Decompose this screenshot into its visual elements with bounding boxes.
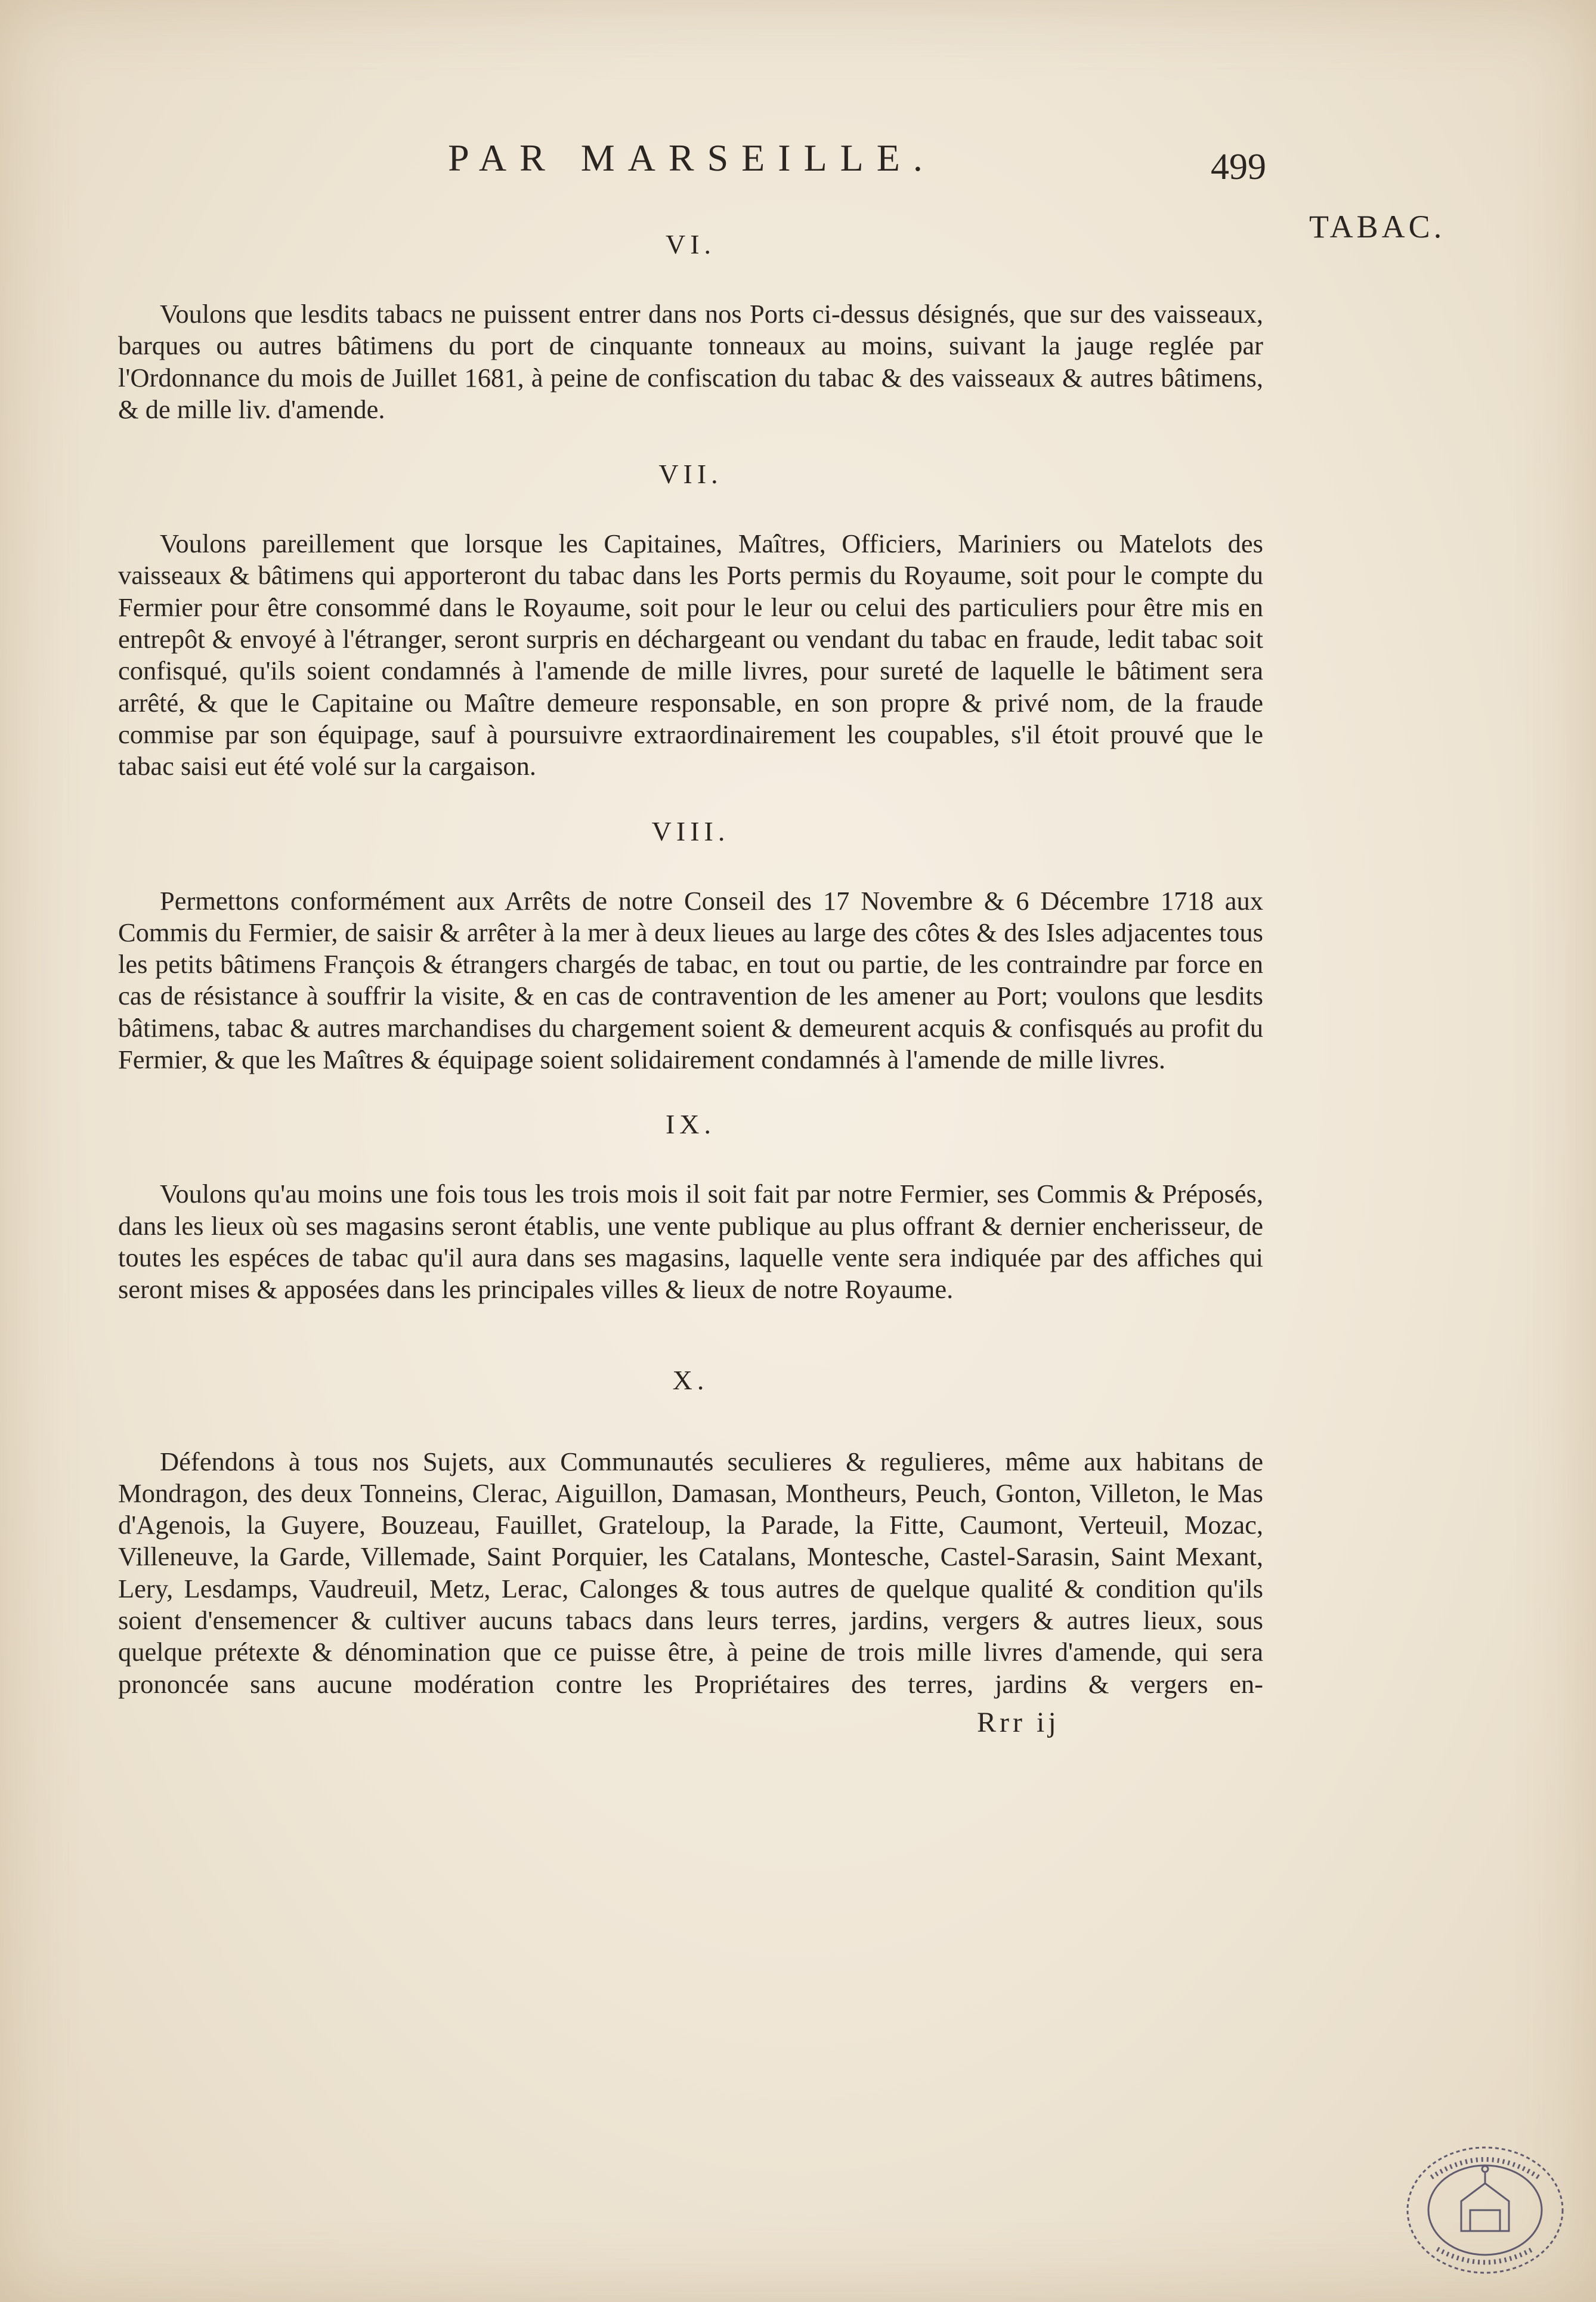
article-heading: VIII. <box>651 815 730 846</box>
article-paragraph: Permettons conformément aux Arrêts de notre Conseil des 17 Novembre & 6 Décembre 1718 aux Commis du Fermier, de saisir & arrêter à la mer à deux lieues au large des côtes & des Isles adjacentes tous les petits bâtimens François & étrangers chargés de tabac, en tout ou partie, de les contraindre par force en cas de résistance à souffrir la visite, & en cas de contravention de les amener au Port; voulons que lesdits bâtimens, tabac & autres marchandises du chargement soient & demeurent acquis & confisqués au profit du Fermier, & que les Maîtres & équipage soient solidairement condamnés à l'amende de mille livres. <box>118 885 1263 1075</box>
article-heading: X. <box>672 1364 709 1395</box>
margin-note: TABAC. <box>1309 209 1446 245</box>
article-paragraph: Voulons pareillement que lorsque les Capitaines, Maîtres, Officiers, Mariniers ou Matelots des vaisseaux & bâtimens qui apporteront du tabac dans les Ports permis du Royaume, soit pour le compte du Fermier pour être consommé dans le Royaume, soit pour le leur ou celui des particuliers pour être mis en entrepôt & envoyé à l'étranger, seront surpris en déchargeant ou vendant du tabac en fraude, ledit tabac soit confisqué, qu'ils soient condamnés à l'amende de mille livres, pour sureté de laquelle le bâtiment sera arrêté, & que le Capitaine ou Maître demeure responsable, en son propre & privé nom, de la fraude commise par son équipage, sauf à poursuivre extraordinairement les coupables, s'il étoit prouvé que le tabac saisi eut été volé sur la cargaison. <box>118 529 1263 781</box>
article-heading: VI. <box>665 229 716 259</box>
library-stamp-icon <box>1396 2136 1575 2285</box>
article-heading: VII. <box>658 459 723 490</box>
article-paragraph: Voulons que lesdits tabacs ne puissent entrer dans nos Ports ci-dessus désignés, que sur des vaisseaux, barques ou autres bâtimens du port de cinquante tonneaux au moins, suivant la jauge reglée par l'Ordonnance du mois de Juillet 1681, à peine de confiscation du tabac & des vaisseaux & autres bâtimens, & de mille liv. d'amende. <box>118 299 1263 424</box>
page-number: 499 <box>1211 147 1266 187</box>
article-paragraph: Défendons à tous nos Sujets, aux Communautés seculieres & regulieres, même aux habitans de Mondragon, des deux Tonneins, Clerac, Aiguillon, Damasan, Montheurs, Peuch, Gonton, Villeton, le Mas d'Agenois, la Guyere, Bouzeau, Fauillet, Grateloup, la Parade, la Fitte, Caumont, Verteuil, Mozac, Villeneuve, la Garde, Villemade, Saint Porquier, les Catalans, Montesche, Castel-Sarasin, Saint Mexant, Lery, Lesdamps, Vaudreuil, Metz, Lerac, Calonges & tous autres de quelque qualité & condition qu'ils soient d'ensemencer & cultiver aucuns tabacs dans leurs terres, jardins, vergers & autres lieux, sous quelque prétexte & dénomination que ce puisse être, à peine de trois mille livres d'amende, qui sera prononcée sans aucune modération contre les Propriétaires des terres, jardins & vergers en- <box>118 1446 1263 1699</box>
article-heading: IX. <box>665 1109 716 1140</box>
running-head: PAR MARSEILLE. <box>448 137 936 179</box>
main-text <box>118 227 1263 1741</box>
signature-mark: Rrr ij <box>977 1706 1060 1738</box>
article-paragraph: Voulons qu'au moins une fois tous les trois mois il soit fait par notre Fermier, ses Commis & Préposés, dans les lieux où ses magasins seront établis, une vente publique au plus offrant & dernier encherisseur, de toutes les espéces de tabac qu'il aura dans ses magasins, laquelle vente sera indiquée par des affiches qui seront mises & apposées dans les principales villes & lieux de notre Royaume. <box>118 1179 1263 1305</box>
